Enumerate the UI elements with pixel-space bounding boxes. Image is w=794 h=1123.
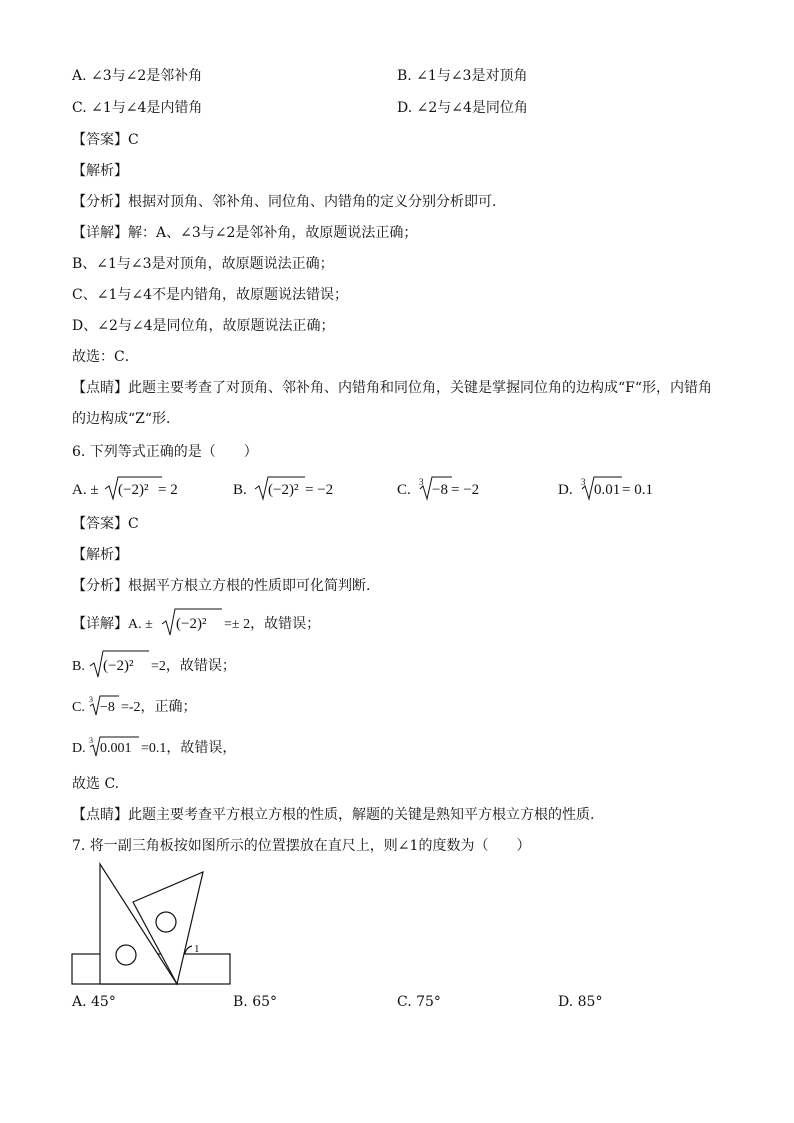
- q6-opt-d-prefix: D.: [558, 482, 573, 498]
- q6-detail-d-prefix: D.: [72, 741, 86, 756]
- q6-detail-c-index: 3: [89, 695, 93, 704]
- q6-detail-b-result: =2，故错误；: [151, 659, 236, 674]
- q7-option-d: D. 85°: [558, 994, 603, 1010]
- q6-detail-c-result: =-2，正确；: [121, 700, 197, 715]
- q6-options: [60, 472, 740, 506]
- q6-choose: 故选 C.: [72, 776, 120, 792]
- q7-option-a: A. 45°: [72, 994, 116, 1010]
- q6-opt-d-radicand: 0.01: [594, 482, 621, 498]
- q6-opt-c-radicand: −8: [432, 482, 448, 498]
- q6-opt-c-result: = −2: [451, 482, 480, 498]
- q6-detail-a-result: =± 2，故错误；: [224, 617, 321, 632]
- q6-opt-d-result: = 0.1: [622, 482, 653, 498]
- q5-option-d: D. ∠2与∠4是同位角: [397, 100, 528, 116]
- q6-detail-d-radicand: 0.001: [100, 741, 132, 756]
- q5-analysis-title: 【解析】: [72, 163, 128, 179]
- q5-detail-2: B、∠1与∠3是对顶角，故原题说法正确；: [72, 256, 334, 272]
- q6-analysis-title: 【解析】: [72, 547, 128, 563]
- q6-fenxi: 【分析】根据平方根立方根的性质即可化简判断.: [72, 578, 371, 594]
- q6-opt-b-radicand: (−2)²: [268, 482, 299, 498]
- q6-detail-d-result: =0.1，故错误，: [141, 741, 237, 756]
- q6-opt-a-prefix: A. ±: [72, 482, 99, 498]
- q6-opt-b-prefix: B.: [233, 482, 247, 498]
- q6-detail-c: [72, 692, 292, 722]
- q5-fenxi: 【分析】根据对顶角、邻补角、同位角、内错角的定义分别分析即可．: [72, 194, 506, 210]
- q6-detail-b-prefix: B.: [72, 659, 85, 674]
- q5-option-b: B. ∠1与∠3是对顶角: [397, 68, 528, 84]
- q6-detail-b-radicand: (−2)²: [103, 658, 134, 674]
- angle-label: 1: [194, 943, 200, 955]
- q6-opt-a-result: = 2: [158, 482, 178, 498]
- q7-option-b: B. 65°: [233, 994, 278, 1010]
- q6-stem: 6. 下列等式正确的是（ ）: [72, 444, 258, 460]
- q5-choose: 故选：C．: [72, 349, 139, 365]
- q6-detail-a-radicand: (−2)²: [176, 616, 207, 632]
- q6-opt-c-index: 3: [419, 477, 424, 487]
- q6-detail-d-index: 3: [89, 736, 93, 745]
- q7-option-c: C. 75°: [397, 994, 441, 1010]
- q7-stem: 7. 将一副三角板按如图所示的位置摆放在直尺上，则∠1的度数为（ ）: [72, 838, 531, 854]
- q6-opt-c-prefix: C.: [397, 482, 411, 498]
- q5-answer: 【答案】C: [72, 132, 139, 148]
- q5-detail-4: D、∠2与∠4是同位角，故原题说法正确；: [72, 318, 335, 334]
- q6-comment: 【点睛】此题主要考查平方根立方根的性质，解题的关键是熟知平方根立方根的性质.: [72, 807, 595, 823]
- q5-option-c: C. ∠1与∠4是内错角: [72, 100, 203, 116]
- q6-detail-d: [72, 733, 332, 763]
- q6-answer: 【答案】C: [72, 516, 139, 532]
- q7-figure: [70, 862, 235, 988]
- q5-comment-2: 的边构成“Z“形．: [72, 411, 181, 427]
- q5-option-a: A. ∠3与∠2是邻补角: [72, 68, 203, 84]
- q6-detail-b: [72, 648, 332, 682]
- q6-detail-c-prefix: C.: [72, 700, 85, 715]
- q5-detail-1: 【详解】解：A、∠3与∠2是邻补角，故原题说法正确；: [72, 225, 418, 241]
- q6-opt-a-radicand: (−2)²: [118, 482, 149, 498]
- q6-opt-d-index: 3: [581, 477, 586, 487]
- q6-detail-a: [72, 606, 392, 640]
- q6-detail-c-radicand: −8: [100, 700, 115, 715]
- q6-detail-a-prefix: 【详解】A. ±: [72, 617, 153, 632]
- q5-comment-1: 【点睛】此题主要考查了对顶角、邻补角、内错角和同位角，关键是掌握同位角的边构成“F“形，内错角: [72, 380, 713, 396]
- q6-opt-b-result: = −2: [305, 482, 334, 498]
- q5-detail-3: C、∠1与∠4不是内错角，故原题说法错误；: [72, 287, 348, 303]
